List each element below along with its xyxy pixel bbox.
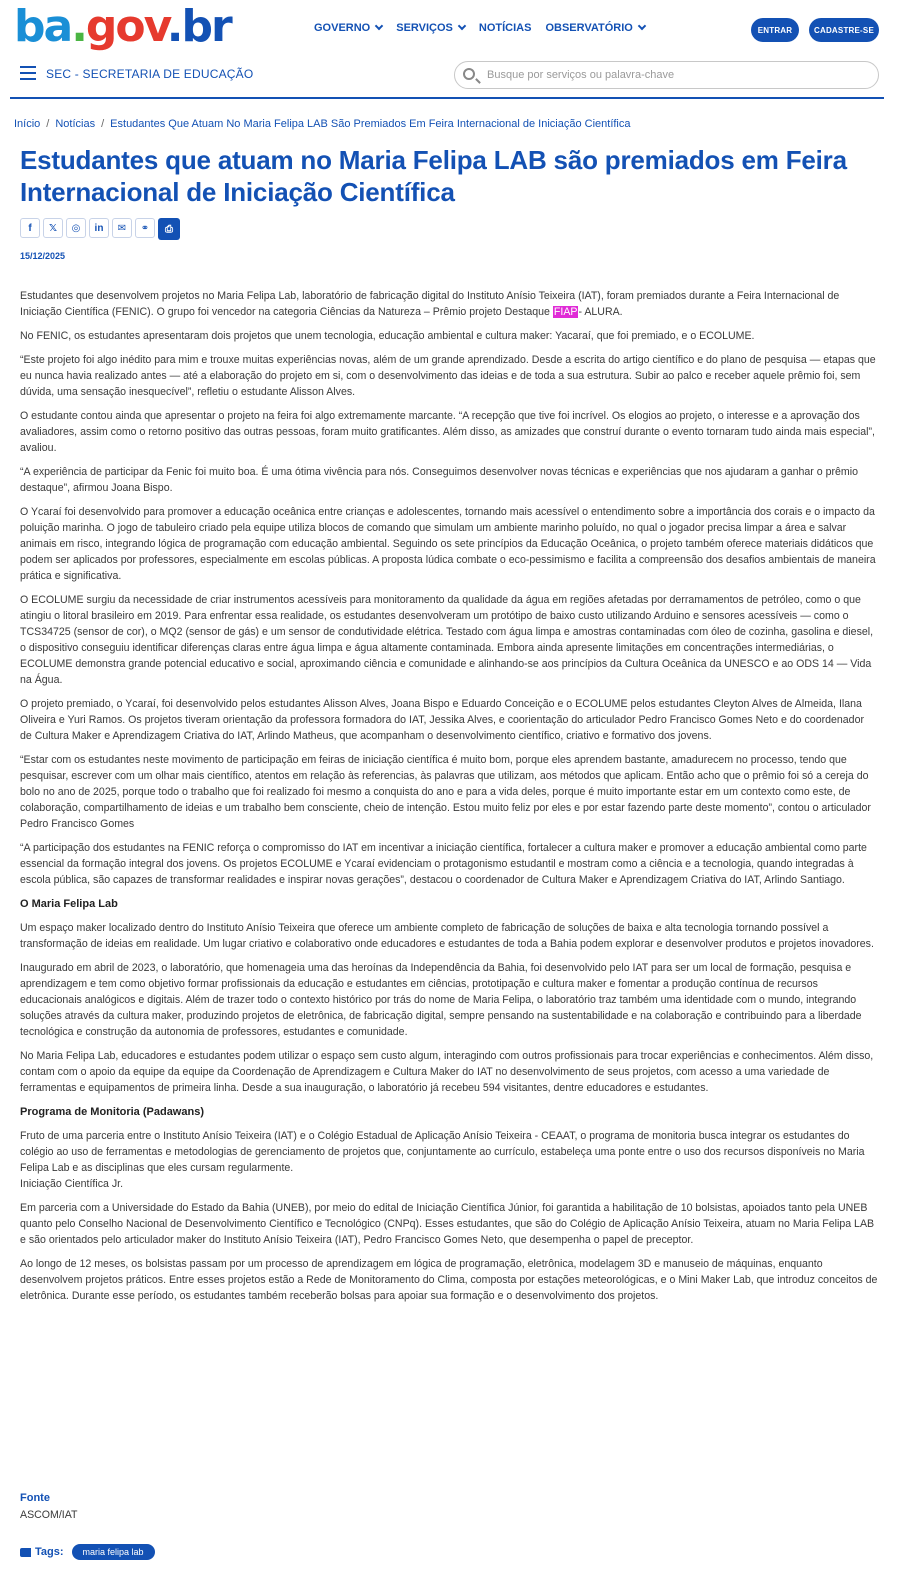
paragraph: “Este projeto foi algo inédito para mim e trouxe muitas experiências novas, além de um grande aprendizado. Desde a escrita do artigo científico e do plano de pesquisa — etapas que eu nunca havia realizado antes — até a elaboração do projeto em si, com o desenvolvimento das ideias e de toda a sua estrutura. Subir ao palco e receber aquele prêmio foi, sem dúvida, uma sensação inesquecível”, refletiu o estudante Alisson Alves. [20,354,876,398]
email-icon[interactable]: ✉ [112,218,132,238]
paragraph: “A experiência de participar da Fenic foi muito boa. É uma ótima vivência para nós. Conseguimos desenvolver novas técnicas e experiências que nos ajudaram a ganhar o prêmio destaque”, afirmou Joana Bispo. [20,466,858,494]
nav-item-governo[interactable] [314,22,382,34]
publish-date: 15/12/2025 [20,251,66,261]
paragraph: “Estar com os estudantes neste movimento de participação em feiras de iniciação científica é muito bom, porque eles aprendem bastante, amadurecem no processo, tendo que pesquisar, escrever com um olhar mais científico, atentos em relação às referencias, às palavras que utilizam, aos métodos que aplicam. Então acho que o prêmio foi só a cereja do bolo no ano de 2025, porque todo o trabalho que foi realizado foi mesmo a conquista do ano e para a vida deles, porque é muito importante estar em um contexto como este, de colaboração, compartilhamento de ideias e um trabalho bem consciente, cheio de intenção. Estou muito feliz por eles e por estar fazendo parte deste momento”, contou o articulador Pedro Francisco Gomes [20,754,871,830]
link-icon[interactable]: ⚭ [135,218,155,238]
nav-label: NOTÍCIAS [478,22,532,34]
print-icon[interactable]: ⎙ [158,218,180,240]
logo-text-br: .br [166,1,231,52]
menu-icon[interactable] [20,66,36,80]
breadcrumb-separator: / [101,118,105,130]
nav-item-servicos[interactable] [396,22,465,34]
nav-item-observatorio[interactable] [545,22,644,34]
bagov-logo[interactable] [14,2,231,52]
share-bar [20,218,180,240]
header-divider [10,97,884,99]
tags-row [20,1544,155,1560]
search-icon[interactable] [463,68,475,80]
paragraph [20,1128,878,1192]
section-heading: O Maria Felipa Lab [20,898,118,910]
paragraph: Um espaço maker localizado dentro do Instituto Anísio Teixeira que oferece um ambiente completo de fabricação de soluções de baixa e alta tecnologia tornando possível a transformação de ideias em realidade. Um lugar criativo e colaborativo onde educadores e estudantes de toda a Bahia podem explorar e desenvolver produtos e projetos inovadores. [20,922,874,950]
login-button[interactable]: ENTRAR [751,18,799,42]
whatsapp-icon[interactable]: ◎ [66,218,86,238]
tag-icon [20,1548,31,1557]
top-header [0,0,900,58]
nav-label: GOVERNO [314,22,371,34]
breadcrumb [14,118,631,130]
paragraph: No FENIC, os estudantes apresentaram dois projetos que unem tecnologia, educação ambiental e cultura maker: Yacaraí, que foi premiado, e o ECOLUME. [20,330,755,342]
tags-label: Tags: [35,1546,64,1558]
paragraph: Inaugurado em abril de 2023, o laboratório, que homenageia uma das heroínas da Independência da Bahia, foi desenvolvido pelo IAT para ser um local de formação, pesquisa e aprendizagem e tem como objetivo formar profissionais da educação e estudantes em ciências, prototipação e cultura maker e fomentar a produção contínua de recursos educacionais analógicos e digitais. Além de trazer todo o contexto histórico por trás do nome de Maria Felipa, o laboratório traz também uma identidade com o mundo, integrando soluções através da cultura maker, produzindo projetos de eletrônica, de fabricação digital, sempre pensando na sustentabilidade e na colaboração e contribuindo para a liberdade tecnológica e construção da autonomia de professores, estudantes e comunidade. [20,962,862,1038]
chevron-down-icon [458,22,466,30]
paragraph: No Maria Felipa Lab, educadores e estudantes podem utilizar o espaço sem custo algum, interagindo com outros profissionais para trocar experiências e conhecimentos. Além disso, contam com o apoio da equipe da equipe da Coordenação de Aprendizagem e Cultura Maker do IAT no desenvolvimento de seus projetos, com acesso a uma variedade de ferramentas e equipamentos de primeira linha. Desde a sua inauguração, o laboratório já recebeu 594 visitantes, dentre educadores e estudantes. [20,1050,874,1094]
paragraph: O projeto premiado, o Ycaraí, foi desenvolvido pelos estudantes Alisson Alves, Joana Bispo e Eduardo Conceição e o ECOLUME pelos estudantes Cleyton Alves de Almeida, Ilana Oliveira e Yuri Ramos. Os projetos tiveram orientação da professora formadora do IAT, Jessika Alves, e coorientação do articulador Pedro Francisco Gomes Neto e do coordenador de Cultura Maker e Aprendizagem Criativa do IAT, Arlindo Matheus, que acompanham o desenvolvimento científico, criativo e formativo dos jovens. [20,698,864,742]
paragraph: O estudante contou ainda que apresentar o projeto na feira foi algo extremamente marcante. “A recepção que tive foi incrível. Os elogios ao projeto, o interesse e a aprovação dos avaliadores, assim como o retorno positivo das outras pessoas, foram muito gratificantes. Além disso, as amizades que construí durante o evento tornaram tudo ainda mais especial”, avaliou. [20,410,875,454]
tag-pill[interactable]: maria felipa lab [72,1544,155,1560]
paragraph: Em parceria com a Universidade do Estado da Bahia (UNEB), por meio do edital de Iniciação Científica Júnior, foi garantida a habilitação de 10 bolsistas, apoiados tanto pela UNEB quanto pelo Conselho Nacional de Desenvolvimento Científico e Tecnológico (CNPq). Esses estudantes, que são do Colégio de Aplicação Anísio Teixeira, atuam no Maria Felipa LAB e são orientados pelo articulador maker do Instituto Anísio Teixeira (IAT), Pedro Francisco Gomes Neto, que desempenha o papel de preceptor. [20,1202,875,1246]
source-value: ASCOM/IAT [20,1509,78,1521]
linkedin-icon[interactable]: in [89,218,109,238]
breadcrumb-noticias[interactable]: Notícias [55,118,96,130]
text: Fruto de uma parceria entre o Instituto Anísio Teixeira (IAT) e o Colégio Estadual de Aplicação Anísio Teixeira - CEAAT, o programa de monitoria busca integrar os estudantes do colégio ao uso de ferramentas e metodologias de gerenciamento de projetos que, conjuntamente ao currículo, estabeleça uma ponte entre o uso dos recursos disponíveis no Maria Felipa Lab e as disciplinas que eles cursam regularmente. [20,1130,865,1174]
chevron-down-icon [375,22,383,30]
search-bar [454,61,879,89]
logo-text-gov: gov [85,1,167,52]
section-heading: Programa de Monitoria (Padawans) [20,1106,204,1118]
sub-header [0,58,900,98]
x-icon[interactable]: 𝕏 [43,218,63,238]
nav-item-noticias[interactable] [479,22,532,34]
nav-label: OBSERVATÓRIO [545,22,633,34]
paragraph: O ECOLUME surgiu da necessidade de criar instrumentos acessíveis para monitoramento da qualidade da água em regiões afetadas por derramamentos de petróleo, como o que atingiu o litoral brasileiro em 2019. Para enfrentar essa realidade, os estudantes desenvolveram um protótipo de baixo custo utilizando Arduino e sensores acessíveis — como o TCS34725 (sensor de cor), o MQ2 (sensor de gás) e um sensor de condutividade elétrica. Testado com água limpa e amostras contaminadas com óleo de cozinha, gasolina e diesel, o dispositivo conseguiu identificar diferenças claras entre água limpa e água altamente contaminada. Embora ainda apresente limitações em concentrações intermediárias, o ECOLUME demonstra grande potencial educativo e social, aproximando ciência e comunidade e alinhando-se aos princípios da Cultura Oceânica da UNESCO e ao ODS 14 — Vida na Água. [20,594,874,686]
source-label: Fonte [20,1492,50,1504]
paragraph: O Ycaraí foi desenvolvido para promover a educação oceânica entre crianças e adolescentes, tornando mais acessível o entendimento sobre a importância dos corais e o impacto da poluição marinha. O jogo de tabuleiro criado pela equipe utiliza blocos de comando que simulam um ambiente marinho poluído, no qual o jogador precisa limpar a área e salvar animais em risco, integrando lógica de programação com educação ambiental. Seguindo os sete princípios da Educação Oceânica, o projeto também oferece materiais didáticos que podem ser aplicados por professores, especialmente em escolas públicas. A proposta lúdica combate o eco-pessimismo e facilita a compreensão dos desafios ambientais de maneira prática e significativa. [20,506,876,582]
signup-button[interactable]: CADASTRE-SE [809,18,879,42]
highlight: FIAP [553,306,578,318]
nav-label: SERVIÇOS [396,22,453,34]
text: - ALURA. [578,306,623,318]
breadcrumb-separator: / [46,118,50,130]
paragraph [20,288,878,320]
text: Iniciação Científica Jr. [20,1178,124,1190]
breadcrumb-current: Estudantes Que Atuam No Maria Felipa LAB São Premiados Em Feira Internacional de Iniciação Científica [110,118,631,130]
logo-text-ba: ba [14,1,72,52]
facebook-icon[interactable]: f [20,218,40,238]
main-nav [314,22,645,34]
paragraph: Ao longo de 12 meses, os bolsistas passam por um processo de aprendizagem em lógica de programação, eletrônica, modelagem 3D e manuseio de máquinas, enquanto desenvolvem projetos práticos. Entre esses projetos estão a Rede de Monitoramento do Clima, composta por estações meteorológicas, e o Mini Maker Lab, que introduz conceitos de eletrônica. Durante esse período, os estudantes também receberão bolsas para apoiar sua formação e o desenvolvimento dos projetos. [20,1258,878,1302]
logo-dot-1: . [71,1,86,52]
site-name[interactable]: SEC - SECRETARIA DE EDUCAÇÃO [46,67,254,81]
paragraph: “A participação dos estudantes na FENIC reforça o compromisso do IAT em incentivar a iniciação científica, fortalecer a cultura maker e promover a educação ambiental como parte essencial da formação integral dos jovens. Os projetos ECOLUME e Ycaraí evidenciam o protagonismo estudantil e mostram como a ciência e a tecnologia, quando integradas à escola pública, são capazes de transformar realidades e inspirar novas gerações”, destacou o coordenador de Cultura Maker e Aprendizagem Criativa do IAT, Arlindo Santiago. [20,842,867,886]
page-title: Estudantes que atuam no Maria Felipa LAB são premiados em Feira Internacional de Iniciação Científica [20,145,847,207]
search-input[interactable] [487,69,867,81]
text: Estudantes que desenvolvem projetos no Maria Felipa Lab, laboratório de fabricação digital do Instituto Anísio Teixeira (IAT), foram premiados durante a Feira Internacional de Iniciação Científica (FENIC). O grupo foi vencedor na categoria Ciências da Natureza – Prêmio projeto Destaque [20,290,840,318]
article-body [20,288,878,1312]
chevron-down-icon [638,22,646,30]
breadcrumb-home[interactable]: Início [14,118,41,130]
